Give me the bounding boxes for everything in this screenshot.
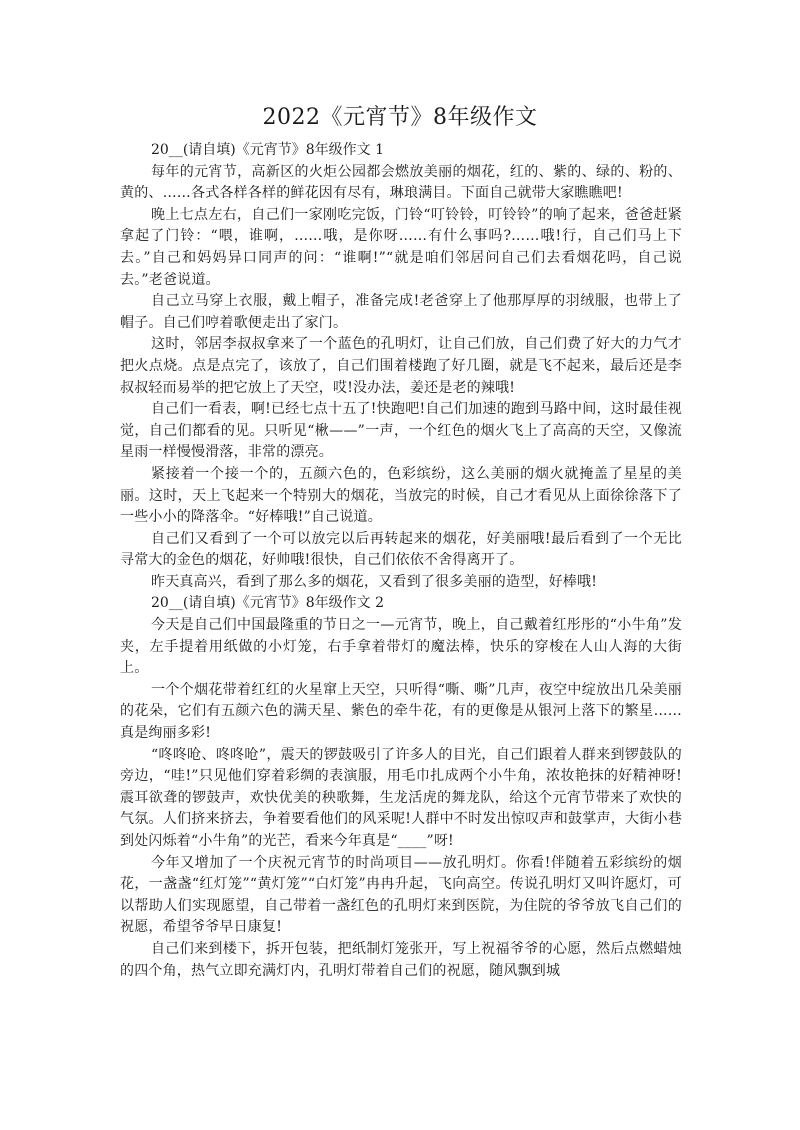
essay-heading: 20__(请自填)《元宵节》8年级作文 2 [151,595,385,612]
paragraph: 自己们来到楼下，拆开包装，把纸制灯笼张开，写上祝福爷爷的心愿，然后点燃蜡烛的四个角，热气立即充满灯内，孔明灯带着自己们的祝愿，随风飘到城 [120,940,682,979]
essay-heading: 20__(请自填)《元宵节》8年级作文 1 [151,142,385,158]
paragraph: 今天是自己们中国最隆重的节日之一—元宵节，晚上，自己戴着红彤彤的“小牛角”发夹，左手提着用纸做的小灯笼，右手拿着带灯的魔法棒，快乐的穿梭在人山人海的大街上。 [120,617,682,677]
paragraph: 一个个烟花带着红红的火星窜上天空，只听得“嘶、嘶”几声，夜空中绽放出几朵美丽的花朵，它们有五颜六色的满天星、紫色的牵牛花，有的更像是从银河上落下的繁星……真是绚丽多彩! [120,681,682,742]
paragraph: 这时，邻居李叔叔拿来了一个蓝色的孔明灯，让自己们放，自己们费了好大的力气才把火点烧。点是点完了，该放了，自己们围着楼跑了好几圈，就是飞不起来，最后还是李叔叔轻而易举的把它放上了天空，哎!没办法，姜还是老的辣哦! [120,336,682,396]
paragraph: 自己们一看表，啊!已经七点十五了!快跑吧!自己们加速的跑到马路中间，这时最佳视觉，自己们都看的见。只听见“楸——”一声，一个红色的烟火飞上了高高的天空，又像流星雨一样慢慢滑落，非常的漂亮。 [120,401,682,461]
paragraph: “咚咚呛、咚咚呛”，震天的锣鼓吸引了许多人的目光，自己们跟着人群来到锣鼓队的旁边，“哇!”只见他们穿着彩绸的表演服，用毛巾扎成两个小牛角，浓妆艳抹的好精神呀!震耳欲聋的锣鼓声，欢快优美的秧歌舞，生龙活虎的舞龙队，给这个元宵节带来了欢快的气氛。人们挤来挤去，争着要看他们的风采呢!人群中不时发出惊叹声和鼓掌声，大街小巷到处闪烁着“小牛角”的光芒，看来今年真是“____”呀! [120,746,682,849]
paragraph: 自己立马穿上衣服，戴上帽子，准备完成!老爸穿上了他那厚厚的羽绒服，也带上了帽子。自己们哼着歌便走出了家门。 [120,293,682,331]
document-title: 2022《元宵节》8年级作文 [262,105,538,130]
paragraph: 今年又增加了一个庆祝元宵节的时尚项目——放孔明灯。你看!伴随着五彩缤纷的烟花，一盏盏“红灯笼”“黄灯笼”“白灯笼”冉冉升起，飞向高空。传说孔明灯又叫许愿灯，可以帮助人们实现愿望，自己带着一盏红色的孔明灯来到医院，为住院的爷爷放飞自己们的祝愿，希望爷爷早日康复! [120,854,682,936]
document-body [120,140,682,982]
paragraph: 晚上七点左右，自己们一家刚吃完饭，门铃“叮铃铃，叮铃铃”的响了起来，爸爸赶紧拿起了门铃：“喂，谁啊，……哦，是你呀……有什么事吗?……哦!行，自己们马上下去。”自己和妈妈异口同声的问：“谁啊!”“就是咱们邻居问自己们去看烟花吗，自己说去。”老爸说道。 [120,206,682,288]
paragraph: 每年的元宵节，高新区的火炬公园都会燃放美丽的烟花，红的、紫的、绿的、粉的、黄的、……各式各样各样的鲜花因有尽有，琳琅满目。下面自己就带大家瞧瞧吧! [120,163,682,202]
paragraph: 紧接着一个接一个的，五颜六色的，色彩缤纷，这么美丽的烟火就掩盖了星星的美丽。这时，天上飞起来一个特别大的烟花，当放完的时候，自己才看见从上面徐徐落下了一些小小的降落伞。“好棒哦!”自己说道。 [120,465,682,526]
paragraph: 昨天真高兴，看到了那么多的烟花，又看到了很多美丽的造型，好棒哦! [151,573,598,590]
paragraph: 自己们又看到了一个可以放完以后再转起来的烟花，好美丽哦!最后看到了一个无比寻常大的金色的烟花，好帅哦!很快，自己们依依不舍得离开了。 [120,530,682,569]
